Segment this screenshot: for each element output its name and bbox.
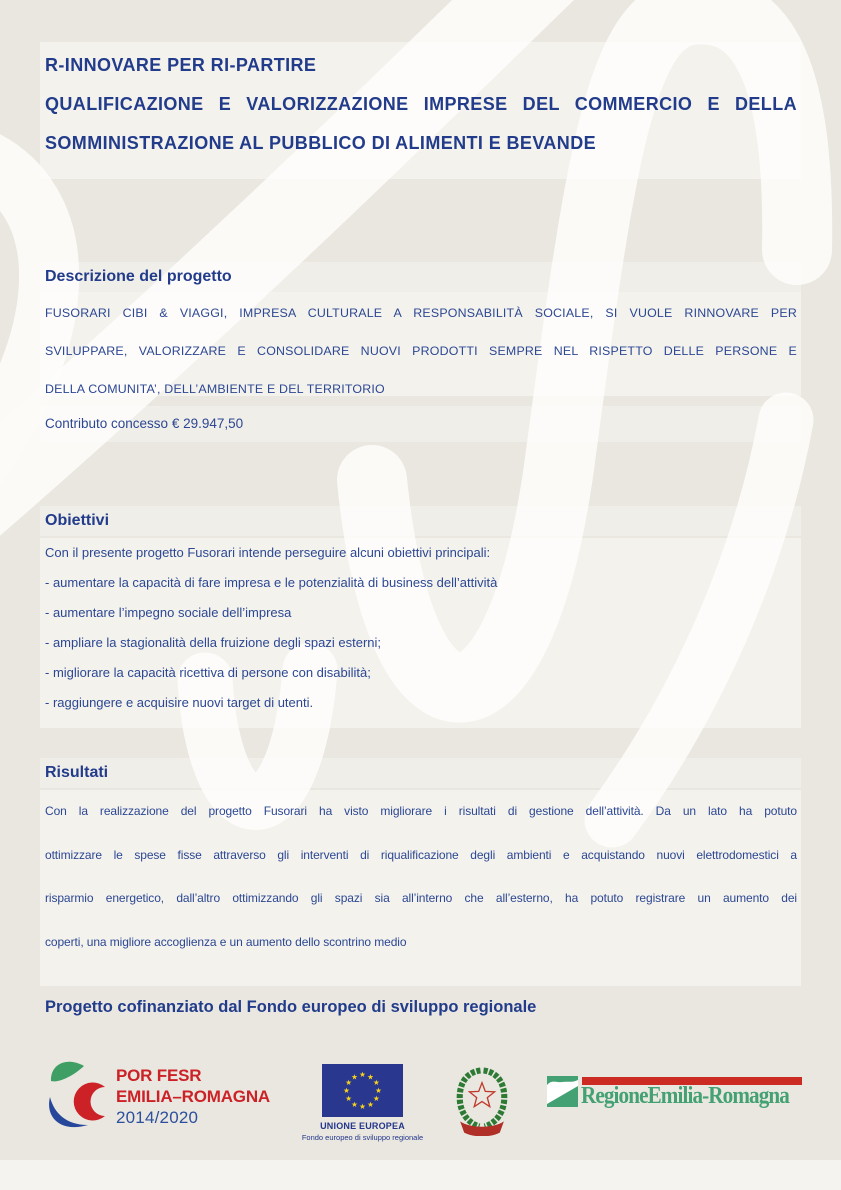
eu-sublabel: Fondo europeo di sviluppo regionale <box>301 1133 424 1142</box>
svg-text:★: ★ <box>359 1102 366 1112</box>
eu-label: UNIONE EUROPEA <box>320 1121 405 1131</box>
description-line: FUSORARI CIBI & VIAGGI, IMPRESA CULTURALE A RESPONSABILITÀ SOCIALE, SI VUOLE RINNOVARE PER <box>45 306 797 320</box>
objective-item: - aumentare la capacità di fare impresa e le potenzialità di business dell’attività <box>45 575 498 590</box>
italian-emblem-icon <box>454 1064 510 1136</box>
por-fesr-line3: 2014/2020 <box>116 1108 199 1127</box>
regione-emilia-romagna-logo <box>545 1076 801 1116</box>
por-fesr-swirl-icon <box>44 1061 110 1135</box>
por-fesr-line1: POR FESR <box>116 1066 202 1085</box>
objectives-intro: Con il presente progetto Fusorari intende perseguire alcuni obiettivi principali: <box>45 545 491 560</box>
svg-text:★: ★ <box>351 1100 358 1110</box>
svg-text:★: ★ <box>367 1100 374 1110</box>
eu-flag-icon <box>322 1064 403 1117</box>
svg-text:★: ★ <box>359 1070 366 1080</box>
results-line: Con la realizzazione del progetto Fusorari ha visto migliorare i risultati di gestione dell’attività. Da un lato ha potuto <box>45 804 797 818</box>
objective-item: - raggiungere e acquisire nuovi target di utenti. <box>45 695 314 710</box>
objective-item: - ampliare la stagionalità della fruizione degli spazi esterni; <box>45 635 382 650</box>
page-title-line-1: R-INNOVARE PER RI-PARTIRE <box>45 55 317 75</box>
por-fesr-logo <box>44 1061 110 1140</box>
italian-republic-emblem <box>454 1064 510 1141</box>
results-line: coperti, una migliore accoglienza e un aumento dello scontrino medio <box>45 934 407 949</box>
objective-item: - migliorare la capacità ricettiva di persone con disabilità; <box>45 665 371 680</box>
svg-text:★: ★ <box>345 1094 352 1104</box>
svg-text:★: ★ <box>345 1078 352 1088</box>
objective-item: - aumentare l’impegno sociale dell’impresa <box>45 605 292 620</box>
svg-text:★: ★ <box>367 1072 374 1082</box>
description-line: DELLA COMUNITA’, DELL’AMBIENTE E DEL TERRITORIO <box>45 382 385 396</box>
svg-text:★: ★ <box>373 1078 380 1088</box>
bottom-light-strip <box>0 1160 841 1190</box>
description-body <box>40 292 801 396</box>
eu-logo <box>287 1062 438 1142</box>
title-block <box>40 42 801 179</box>
regione-logo-text: RegioneEmilia-Romagna <box>581 1083 789 1109</box>
svg-text:★: ★ <box>343 1086 350 1096</box>
svg-text:★: ★ <box>373 1094 380 1104</box>
svg-text:★: ★ <box>351 1072 358 1082</box>
page-title-line-3: SOMMINISTRAZIONE AL PUBBLICO DI ALIMENTI E BEVANDE <box>45 133 597 153</box>
por-fesr-line2: EMILIA–ROMAGNA <box>116 1087 270 1106</box>
results-line: risparmio energetico, dall’altro ottimizzando gli spazi sia all’interno che all’esterno, ha potuto registrare un aumento dei <box>45 891 797 905</box>
regione-square-icon <box>547 1076 578 1107</box>
results-heading: Risultati <box>40 758 801 788</box>
footer-logos <box>40 1058 801 1158</box>
objectives-body <box>40 538 801 728</box>
por-fesr-logo-text <box>116 1065 270 1128</box>
svg-text:★: ★ <box>375 1086 382 1096</box>
description-heading: Descrizione del progetto <box>40 262 801 292</box>
page-title-line-2: QUALIFICAZIONE E VALORIZZAZIONE IMPRESE DEL COMMERCIO E DELLA <box>45 94 797 114</box>
cofinancing-note: Progetto cofinanziato dal Fondo europeo di sviluppo regionale <box>45 998 537 1016</box>
description-line: SVILUPPARE, VALORIZZARE E CONSOLIDARE NUOVI PRODOTTI SEMPRE NEL RISPETTO DELLE PERSONE E <box>45 344 797 358</box>
contribution-line: Contributo concesso € 29.947,50 <box>40 406 801 442</box>
results-line: ottimizzare le spese fisse attraverso gli interventi di riqualificazione degli ambienti e acquistando nuovi elettrodomestici a <box>45 847 797 862</box>
results-body <box>40 790 801 986</box>
objectives-heading: Obiettivi <box>40 506 801 536</box>
